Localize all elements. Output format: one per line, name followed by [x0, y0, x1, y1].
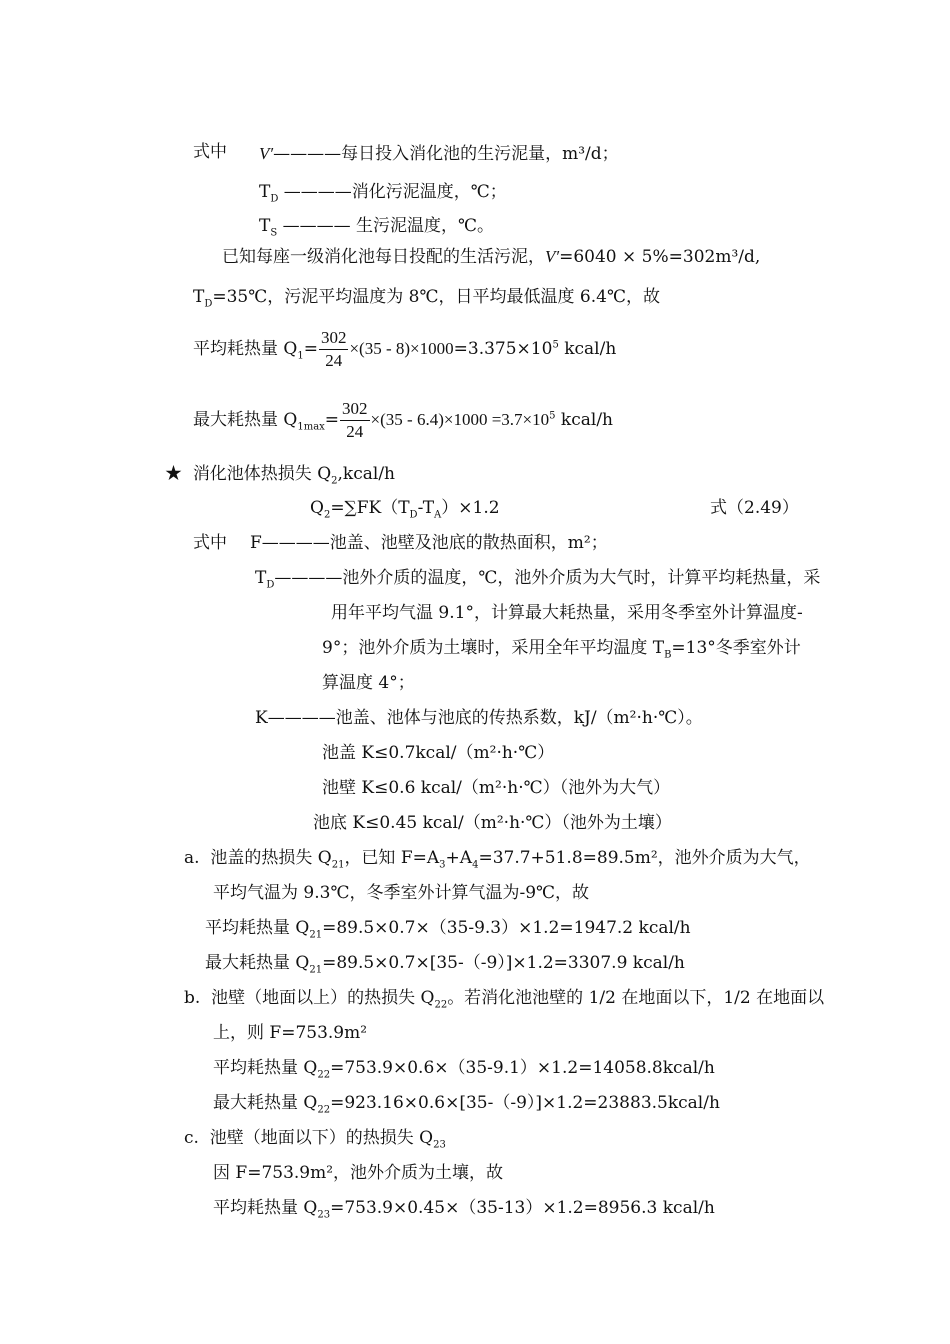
defs2-td-line-4: 算温度 4°； — [322, 673, 415, 693]
td-symbol: T — [255, 568, 267, 588]
q1-max-label: 最大耗热量 Q — [193, 410, 298, 430]
section-b-text-b: 。若消化池池壁的 1/2 在地面以下，1/2 在地面以 — [447, 988, 825, 1008]
q23-subscript: 23 — [433, 1139, 446, 1151]
q1-max-equation — [193, 398, 613, 443]
section-b-text-a: 池壁（地面以上）的热损失 Q — [211, 988, 435, 1008]
fraction-denominator: 24 — [325, 351, 343, 370]
star-icon: ★ — [165, 464, 182, 484]
defs1-td-line — [259, 181, 507, 210]
k-wall-line: 池壁 K≤0.6 kcal/（m²·h·℃）（池外为大气） — [322, 778, 671, 798]
v-prime-description: ————每日投入消化池的生污泥量，m³/d； — [273, 144, 619, 164]
td-symbol: T — [259, 182, 271, 202]
avg-subscript: 23 — [317, 1209, 331, 1221]
fraction-numerator: 302 — [319, 327, 349, 350]
q1-average-label: 平均耗热量 Q — [193, 339, 298, 359]
avg-expression: =753.9×0.45×（35-13）×1.2=8956.3 kcal/h — [330, 1198, 715, 1218]
section-a-text-d: =37.7+51.8=89.5m²，池外介质为大气， — [478, 848, 811, 868]
defs2-f-line: F————池盖、池壁及池底的散热面积，m²； — [250, 533, 608, 553]
formula-body-2: -T — [417, 498, 435, 518]
defs1-v-line — [259, 143, 619, 165]
section-c-marker: c. — [184, 1128, 199, 1148]
ts-subscript: S — [270, 227, 278, 239]
section-b-average — [213, 1057, 715, 1086]
equals-sign: = — [303, 339, 318, 359]
defs2-k-line: K————池盖、池体与池底的传热系数，kJ/（m²·h·℃）。 — [255, 708, 703, 728]
q1-average-result: =3.375×10 — [453, 339, 553, 359]
q22-subscript: 22 — [434, 999, 448, 1011]
avg-subscript: 21 — [309, 929, 323, 941]
formula-d-subscript: D — [409, 509, 418, 521]
fraction-302-24 — [319, 327, 349, 372]
k-bottom-line: 池底 K≤0.45 kcal/（m²·h·℃）（池外为土壤） — [313, 813, 672, 833]
q1max-subscript: 1max — [297, 421, 325, 433]
ts-description: ———— 生污泥温度，℃。 — [282, 216, 495, 236]
equation-number: 式（2.49） — [710, 498, 799, 518]
defs2-td-line-2: 用年平均气温 9.1°，计算最大耗热量，采用冬季室外计算温度- — [331, 603, 803, 623]
formula-q: Q — [310, 498, 324, 518]
max-subscript: 22 — [317, 1104, 331, 1116]
q1-average-unit: kcal/h — [558, 339, 617, 359]
avg-expression: =753.9×0.6×（35-9.1）×1.2=14058.8kcal/h — [330, 1058, 715, 1078]
defs2-td-line-1 — [255, 567, 820, 596]
equals-sign: = — [324, 410, 340, 430]
heading-subscript: 2 — [331, 475, 338, 487]
fraction-302-24 — [340, 398, 370, 443]
q1-max-exponent: 5 — [549, 410, 556, 422]
section-heading — [165, 463, 395, 492]
q1-average-expression: ×(35 - 8)×1000 — [349, 339, 454, 358]
section-a-line-2: 平均气温为 9.3℃，冬季室外计算气温为-9℃，故 — [213, 883, 590, 903]
section-b-marker: b. — [184, 988, 201, 1008]
section-c-text-a: 池壁（地面以下）的热损失 Q — [209, 1128, 434, 1148]
fraction-numerator: 302 — [340, 398, 370, 421]
q2-formula — [310, 497, 500, 526]
max-expression: =923.16×0.6×[35-（-9）]×1.2=23883.5kcal/h — [330, 1093, 720, 1113]
section-a-text-c: +A — [445, 848, 473, 868]
a3-subscript: 3 — [439, 859, 446, 871]
known-td-subscript: D — [204, 298, 213, 310]
formula-q-subscript: 2 — [323, 509, 331, 521]
known-line-2 — [193, 286, 660, 315]
q21-subscript: 21 — [331, 859, 345, 871]
known-v-symbol: V′ — [545, 247, 560, 266]
section-a-max — [205, 952, 685, 981]
formula-body-1: =∑FK（T — [330, 498, 410, 518]
avg-subscript: 22 — [317, 1069, 331, 1081]
known-td-symbol: T — [193, 287, 205, 307]
td-subscript: D — [266, 579, 275, 591]
td-line-3-text-b: =13°冬季室外计 — [671, 638, 801, 658]
avg-label: 平均耗热量 Q — [213, 1058, 318, 1078]
q1-max-unit: kcal/h — [555, 410, 613, 430]
max-label: 最大耗热量 Q — [205, 953, 310, 973]
k-cover-line: 池盖 K≤0.7kcal/（m²·h·℃） — [322, 743, 555, 763]
formula-a-subscript: A — [434, 509, 442, 521]
section-b-max — [213, 1092, 720, 1121]
section-c-average — [213, 1197, 715, 1226]
defs1-label: 式中 — [193, 142, 227, 162]
ts-symbol: T — [259, 216, 271, 236]
fraction-denominator: 24 — [346, 422, 364, 441]
section-b-line-1 — [184, 987, 824, 1016]
td-line-3-text-a: 9°；池外介质为土壤时，采用全年平均温度 T — [322, 638, 665, 658]
a4-subscript: 4 — [472, 859, 479, 871]
defs2-label: 式中 — [193, 533, 227, 553]
max-label: 最大耗热量 Q — [213, 1093, 318, 1113]
known-text-rest: =35℃，污泥平均温度为 8℃，日平均最低温度 6.4℃，故 — [212, 287, 660, 307]
td-line-1-text: ————池外介质的温度，℃，池外介质为大气时，计算平均耗热量，采 — [274, 568, 821, 588]
v-prime-symbol: V′ — [259, 144, 274, 163]
avg-expression: =89.5×0.7×（35-9.3）×1.2=1947.2 kcal/h — [322, 918, 691, 938]
defs1-ts-line — [259, 215, 494, 244]
section-c-line-2: 因 F=753.9m²，池外介质为土壤，故 — [213, 1163, 504, 1183]
section-a-average — [205, 917, 691, 946]
max-expression: =89.5×0.7×[35-（-9）]×1.2=3307.9 kcal/h — [322, 953, 685, 973]
max-subscript: 21 — [309, 964, 323, 976]
section-c-line-1 — [184, 1127, 446, 1156]
section-b-line-2: 上，则 F=753.9m² — [213, 1023, 368, 1043]
td-description: ————消化污泥温度，℃； — [283, 182, 507, 202]
known-line-1 — [222, 246, 760, 268]
formula-body-3: ）×1.2 — [441, 498, 500, 518]
q1-average-exponent: 5 — [552, 339, 559, 351]
section-a-text-a: 池盖的热损失 Q — [210, 848, 332, 868]
tb-subscript: B — [664, 649, 672, 661]
defs2-td-line-3 — [322, 637, 801, 666]
section-a-line-1 — [184, 847, 811, 876]
section-a-marker: a. — [184, 848, 200, 868]
avg-label: 平均耗热量 Q — [213, 1198, 318, 1218]
known-text-b: =6040 × 5%=302m³/d, — [559, 247, 761, 267]
section-a-text-b: ，已知 F=A — [344, 848, 440, 868]
avg-label: 平均耗热量 Q — [205, 918, 310, 938]
td-subscript: D — [270, 193, 279, 205]
q1-max-expression: ×(35 - 6.4)×1000 =3.7×10 — [370, 410, 550, 429]
q1-average-equation — [193, 327, 616, 372]
known-text-a: 已知每座一级消化池每日投配的生活污泥， — [222, 247, 545, 267]
heading-unit: ,kcal/h — [337, 464, 396, 484]
heading-text: 消化池体热损失 Q — [192, 464, 332, 484]
q1-subscript: 1 — [297, 350, 304, 362]
